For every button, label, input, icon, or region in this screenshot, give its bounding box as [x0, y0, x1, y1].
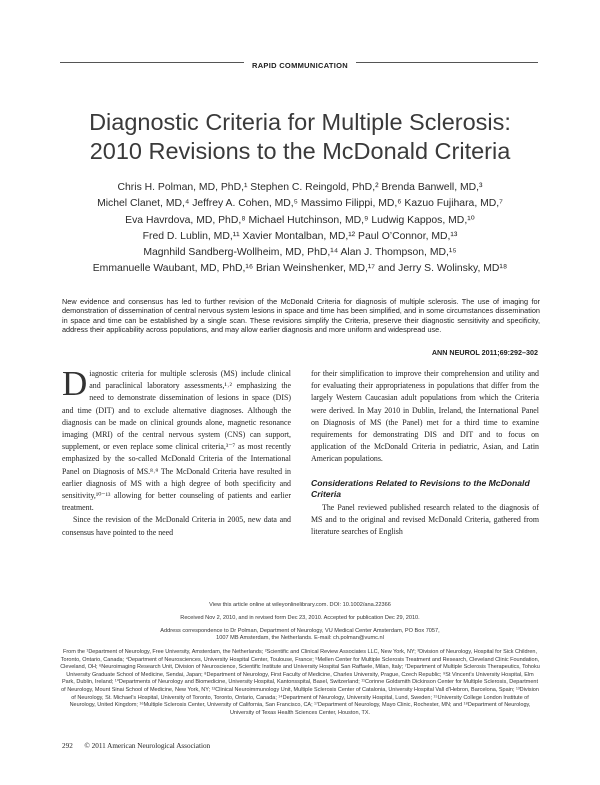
author-line: Emmanuelle Waubant, MD, PhD,¹⁶ Brian Weinshenker, MD,¹⁷ and Jerry S. Wolinsky, MD¹⁸ — [92, 263, 508, 275]
article-title — [40, 108, 560, 166]
title-line-2: 2010 Revisions to the McDonald Criteria — [89, 138, 511, 164]
author-line: Chris H. Polman, MD, PhD,¹ Stephen C. Reingold, PhD,² Brenda Banwell, MD,³ — [117, 182, 483, 193]
correspondence-note: Address correspondence to Dr Polman, Department of Neurology, VU Medical Center Amsterdam, PO Box 7057, 1007 MB Amsterdam, the Netherlands. E-mail: ch.polman@vumc.nl — [160, 628, 440, 642]
title-line-1: Diagnostic Criteria for Multiple Sclerosis: — [89, 109, 511, 135]
drop-cap: D — [62, 364, 88, 403]
abstract: New evidence and consensus has led to further revision of the McDonald Criteria for diagnosis of multiple sclerosis. The use of imaging for demonstration of dissemination of central nervous system lesions in space and time has been simplified, and in some circumstances dissemination in space and time can be established by a single scan. These revisions simplify the Criteria, preserve their diagnostic sensitivity and specificity, address their applicability across populations, and may allow earlier diagnosis and more uniform and widespread use. — [62, 297, 540, 335]
body-column-right — [311, 368, 539, 538]
author-affiliations: From the ¹Department of Neurology, Free University, Amsterdam, the Netherlands; ²Scientific and Clinical Review Associates LLC, New York, NY; ³Division of Neurology, Hospital for Sick Children, Toronto, Ontario, Canada; ⁴Department of Neurosciences, University Hospital Center, Toulouse, France; ⁵Mellen Center for Multiple Sclerosis Treatment and Research, Cleveland Clinic Foundation, Cleveland, OH; ⁶Neuroimaging Research Unit, Division of Neuroscience, Scientific Institute and University Hospital San Raffaele, Milan, Italy; ⁷Department of Multiple Sclerosis Therapeutics, Tohoku University Graduate School of Medicine, Sendai, Japan; ⁸Department of Neurology, First Faculty of Medicine, Charles University, Prague, Czech Republic; ⁹St Vincent’s University Hospital, Elm Park, Dublin, Ireland; ¹⁰Departments of Neurology and Biomedicine, University Hospital, Kantonsspital, Basel, Switzerland; ¹¹Corinne Goldsmith Dickinson Center for Multiple Sclerosis, Department of Neurology, Mount Sinai School of Medicine, New York, NY; ¹²Clinical Neuroimmunology Unit, Multiple Sclerosis Center of Catalonia, University Hospital Vall d’Hebron, Barcelona, Spain; ¹³Division of Neurology, St. Michael’s Hospital, University of Toronto, Toronto, Ontario, Canada; ¹⁴Department of Neurology, University Hospital, Lund, Sweden; ¹⁵University College London Institute of Neurology, United Kingdom; ¹⁶Multiple Sclerosis Center, University of California, San Francisco, CA; ¹⁷Department of Neurology, Mayo Clinic, Rochester, MN; and ¹⁸Department of Neurology, University of Texas Health Sciences Center, Houston, TX. — [60, 649, 540, 716]
page-number: 292 — [62, 742, 73, 750]
body-paragraph: Since the revision of the McDonald Criteria in 2005, new data and consensus have pointed to the need — [62, 515, 291, 537]
body-paragraph: Diagnostic criteria for multiple sclerosis (MS) include clinical and paraclinical laboratory assessments,¹˒² emphasizing the need to demonstrate dissemination of lesions in space (DIS) and time (DIT) and to exclude alternative diagnoses. Although the diagnosis can be made on clinical grounds alone, magnetic resonance imaging (MRI) of the central nervous system (CNS) can support, supplement, or even replace some clinical criteria,³⁻⁷ as most recently emphasized by the so-called McDonald Criteria of the International Panel on Diagnosis of MS.⁸˒⁹ The McDonald Criteria have resulted in earlier diagnosis of MS with a high degree of both specificity and sensitivity,¹⁰⁻¹³ allowing for better counseling of patients and earlier treatment. — [62, 364, 291, 513]
author-line: Magnhild Sandberg-Wollheim, MD, PhD,¹⁴ Alan J. Thompson, MD,¹⁵ — [143, 247, 457, 259]
section-label: RAPID COMMUNICATION — [0, 55, 600, 73]
received-note: Received Nov 2, 2010, and in revised form Dec 23, 2010. Accepted for publication Dec 29, 2010. — [180, 615, 420, 621]
page-footer — [62, 742, 210, 750]
body-paragraph: for their simplification to improve their comprehension and utility and for evaluating their appropriateness in populations that differ from the largely Western Caucasian adult populations from which the Criteria were derived. In May 2010 in Dublin, Ireland, the International Panel on Diagnosis of MS (the Panel) met for a third time to examine requirements for demonstrating DIS and DIT and to focus on application of the McDonald Criteria in pediatric, Asian, and Latin American populations. — [311, 369, 539, 464]
copyright-notice: © 2011 American Neurological Association — [84, 742, 211, 750]
body-paragraph: The Panel reviewed published research related to the diagnosis of MS and to the original and revised McDonald Criteria, gathered from literature searches of English — [311, 502, 539, 537]
body-column-left — [62, 364, 291, 539]
journal-citation: ANN NEUROL 2011;69:292–302 — [431, 348, 538, 357]
section-subheading: Considerations Related to Revisions to the McDonald Criteria — [311, 477, 530, 499]
author-line: Michel Clanet, MD,⁴ Jeffrey A. Cohen, MD,⁵ Massimo Filippi, MD,⁶ Kazuo Fujihara, MD,⁷ — [97, 198, 503, 210]
author-list — [40, 180, 560, 278]
author-line: Fred D. Lublin, MD,¹¹ Xavier Montalban, MD,¹² Paul O’Connor, MD,¹³ — [142, 230, 458, 242]
author-line: Eva Havrdova, MD, PhD,⁸ Michael Hutchinson, MD,⁹ Ludwig Kappos, MD,¹⁰ — [125, 214, 475, 226]
online-note: View this article online at wileyonlinelibrary.com. DOI: 10.1002/ana.22366 — [209, 602, 391, 608]
